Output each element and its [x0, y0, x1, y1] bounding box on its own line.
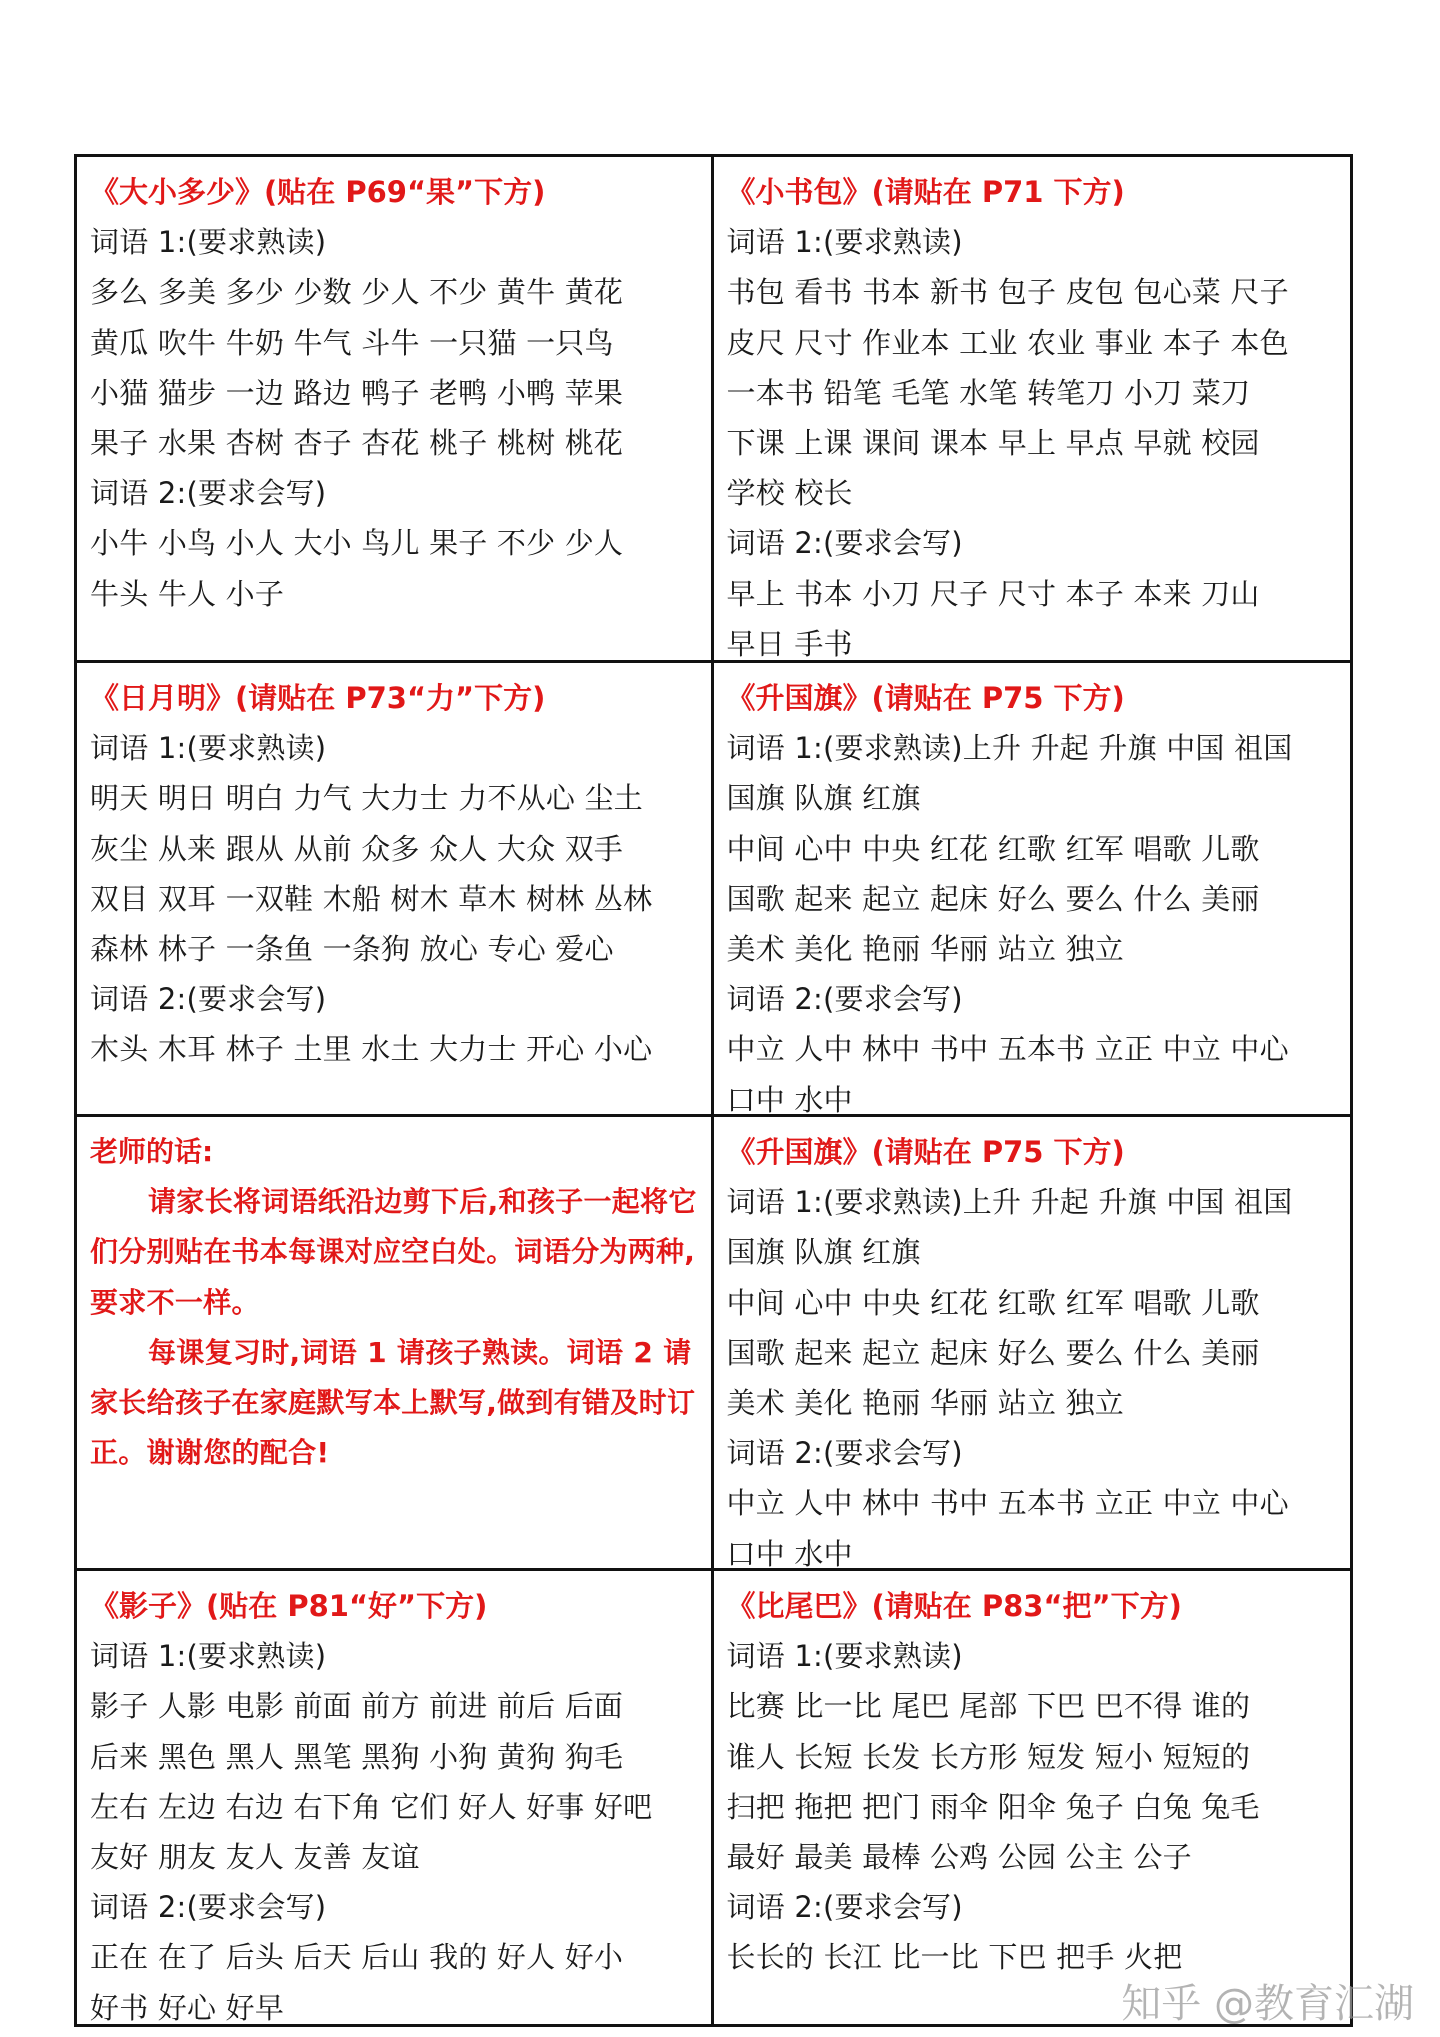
- vocab-line: 口中 水中: [726, 1536, 853, 1571]
- cell-teacher-note: [77, 1117, 714, 1571]
- cell-ri-yue-ming: [77, 663, 714, 1117]
- cell-ying-zi: [77, 1571, 714, 2024]
- vocab-line: 国歌 起来 起立 起床 好么 要么 什么 美丽: [726, 881, 1260, 916]
- lesson-title: 《日月明》(请贴在 P73“力”下方): [90, 681, 546, 715]
- vocab-line: 牛头 牛人 小子: [90, 576, 285, 611]
- vocab-line: 词语 2:(要求会写): [90, 982, 327, 1017]
- vocab-line: 国旗 队旗 红旗: [726, 781, 921, 816]
- vocab-line: 书包 看书 书本 新书 包子 皮包 包心菜 尺子: [726, 275, 1289, 310]
- vocab-line: 词语 1:(要求熟读): [726, 225, 963, 260]
- vocab-line: 词语 2:(要求会写): [90, 476, 327, 511]
- vocab-line: 皮尺 尺寸 作业本 工业 农业 事业 本子 本色: [726, 325, 1289, 360]
- vocab-line: 词语 1:(要求熟读)上升 升起 升旗 中国 祖国: [726, 1185, 1293, 1220]
- vocab-line: 国歌 起来 起立 起床 好么 要么 什么 美丽: [726, 1335, 1260, 1370]
- vocab-line: 果子 水果 杏树 杏子 杏花 桃子 桃树 桃花: [90, 426, 624, 461]
- vocab-line: 词语 1:(要求熟读): [90, 1639, 327, 1674]
- vocab-line: 小牛 小鸟 小人 大小 鸟儿 果子 不少 少人: [90, 526, 624, 561]
- vocab-line: 中立 人中 林中 书中 五本书 立正 中立 中心: [726, 1032, 1289, 1067]
- vocab-line: 谁人 长短 长发 长方形 短发 短小 短短的: [726, 1739, 1251, 1774]
- vocab-line: 中间 心中 中央 红花 红歌 红军 唱歌 儿歌: [726, 831, 1260, 866]
- vocab-line: 词语 1:(要求熟读): [90, 225, 327, 260]
- vocab-line: 词语 2:(要求会写): [726, 526, 963, 561]
- lesson-title: 《影子》(贴在 P81“好”下方): [90, 1589, 488, 1623]
- vocabulary-grid: [74, 154, 1353, 2027]
- vocab-line: 左右 左边 右边 右下角 它们 好人 好事 好吧: [90, 1789, 653, 1824]
- vocab-line: 学校 校长: [726, 476, 853, 511]
- lesson-title: 《小书包》(请贴在 P71 下方): [726, 175, 1125, 209]
- vocab-line: 美术 美化 艳丽 华丽 站立 独立: [726, 932, 1124, 967]
- cell-da-xiao-duo-shao: [77, 157, 714, 663]
- vocab-line: 长长的 长江 比一比 下巴 把手 火把: [726, 1940, 1183, 1975]
- vocab-line: 比赛 比一比 尾巴 尾部 下巴 巴不得 谁的: [726, 1689, 1251, 1724]
- vocab-line: 双目 双耳 一双鞋 木船 树木 草木 树林 丛林: [90, 881, 653, 916]
- vocab-line: 好书 好心 好早: [90, 1990, 285, 2024]
- vocab-line: 后来 黑色 黑人 黑笔 黑狗 小狗 黄狗 狗毛: [90, 1739, 624, 1774]
- vocab-line: 词语 2:(要求会写): [726, 1436, 963, 1471]
- vocab-line: 森林 林子 一条鱼 一条狗 放心 专心 爱心: [90, 932, 614, 967]
- vocab-line: 早上 书本 小刀 尺子 尺寸 本子 本来 刀山: [726, 576, 1260, 611]
- lesson-title: 《比尾巴》(请贴在 P83“把”下方): [726, 1589, 1182, 1623]
- vocab-line: 词语 1:(要求熟读): [726, 1639, 963, 1674]
- teacher-note-heading: 老师的话:: [90, 1135, 214, 1168]
- teacher-note-paragraph: 每课复习时,词语 1 请孩子熟读。词语 2 请家长给孩子在家庭默写本上默写,做到有错及时订正。谢谢您的配合!: [90, 1335, 696, 1470]
- vocab-line: 一本书 铅笔 毛笔 水笔 转笔刀 小刀 菜刀: [726, 375, 1251, 410]
- cell-xiao-shu-bao: [714, 157, 1351, 663]
- vocab-line: 词语 1:(要求熟读): [90, 731, 327, 766]
- vocab-line: 国旗 队旗 红旗: [726, 1235, 921, 1270]
- lesson-title: 《升国旗》(请贴在 P75 下方): [726, 1135, 1125, 1169]
- vocab-line: 词语 2:(要求会写): [726, 982, 963, 1017]
- vocab-line: 最好 最美 最棒 公鸡 公园 公主 公子: [726, 1840, 1192, 1875]
- vocab-line: 木头 木耳 林子 土里 水土 大力士 开心 小心: [90, 1032, 653, 1067]
- vocab-line: 黄瓜 吹牛 牛奶 牛气 斗牛 一只猫 一只鸟: [90, 325, 614, 360]
- cell-sheng-guo-qi-repeat: [714, 1117, 1351, 1571]
- vocab-line: 友好 朋友 友人 友善 友谊: [90, 1840, 420, 1875]
- vocab-line: 中间 心中 中央 红花 红歌 红军 唱歌 儿歌: [726, 1285, 1260, 1320]
- lesson-title: 《升国旗》(请贴在 P75 下方): [726, 681, 1125, 715]
- cell-bi-wei-ba: [714, 1571, 1351, 2024]
- vocab-line: 小猫 猫步 一边 路边 鸭子 老鸭 小鸭 苹果: [90, 375, 624, 410]
- vocab-line: 词语 1:(要求熟读)上升 升起 升旗 中国 祖国: [726, 731, 1293, 766]
- vocab-line: 早日 手书: [726, 626, 853, 661]
- vocab-line: 下课 上课 课间 课本 早上 早点 早就 校园: [726, 426, 1260, 461]
- vocab-line: 词语 2:(要求会写): [726, 1890, 963, 1925]
- vocab-line: 灰尘 从来 跟从 从前 众多 众人 大众 双手: [90, 831, 624, 866]
- vocab-line: 正在 在了 后头 后天 后山 我的 好人 好小: [90, 1940, 624, 1975]
- vocab-line: 美术 美化 艳丽 华丽 站立 独立: [726, 1386, 1124, 1421]
- teacher-note-paragraph: 请家长将词语纸沿边剪下后,和孩子一起将它们分别贴在书本每课对应空白处。词语分为两种,要求不一样。: [90, 1185, 697, 1319]
- vocab-line: 词语 2:(要求会写): [90, 1890, 327, 1925]
- vocab-line: 影子 人影 电影 前面 前方 前进 前后 后面: [90, 1689, 624, 1724]
- cell-sheng-guo-qi: [714, 663, 1351, 1117]
- vocab-line: 中立 人中 林中 书中 五本书 立正 中立 中心: [726, 1486, 1289, 1521]
- vocab-line: 扫把 拖把 把门 雨伞 阳伞 兔子 白兔 兔毛: [726, 1789, 1260, 1824]
- vocab-line: 明天 明日 明白 力气 大力士 力不从心 尘土: [90, 781, 643, 816]
- vocab-line: 口中 水中: [726, 1082, 853, 1117]
- zhihu-watermark: 知乎 @教育汇湖: [1121, 1981, 1414, 2027]
- vocab-line: 多么 多美 多少 少数 少人 不少 黄牛 黄花: [90, 275, 624, 310]
- lesson-title: 《大小多少》(贴在 P69“果”下方): [90, 175, 546, 209]
